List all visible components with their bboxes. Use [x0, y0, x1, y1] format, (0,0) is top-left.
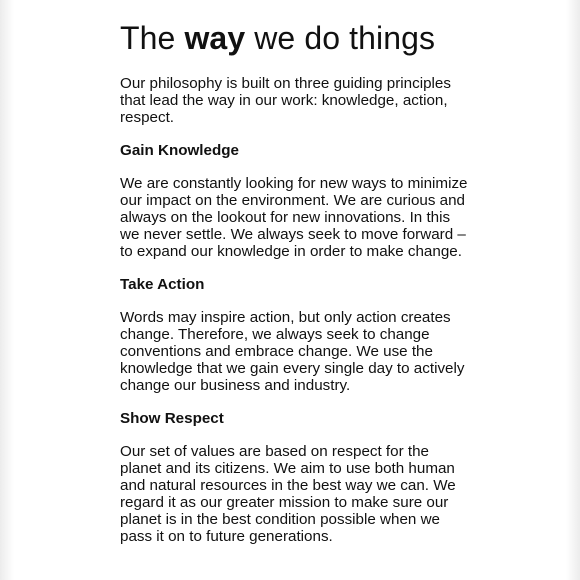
intro-paragraph: Our philosophy is built on three guiding principles that lead the way in our work: knowledge, action, respect. — [120, 75, 451, 126]
title-suffix: we do things — [245, 20, 436, 56]
section-heading: Show Respect — [120, 410, 224, 427]
section-take-action — [120, 276, 470, 394]
section-body: Our set of values are based on respect for the planet and its citizens. We aim to use both human and natural resources in the best way we can. We regard it as our greater mission to make sure our planet is in the best condition possible when we pass it on to future generations. — [120, 443, 456, 545]
title-prefix: The — [120, 20, 185, 56]
section-body: We are constantly looking for new ways to minimize our impact on the environment. We are curious and always on the lookout for new innovations. In this we never settle. We always seek to move forward – to expand our knowledge in order to make change. — [120, 175, 468, 260]
page-edge-shadow-left — [0, 0, 14, 580]
title-emphasis: way — [184, 20, 246, 56]
page-edge-shadow-right — [566, 0, 580, 580]
page-title — [120, 18, 470, 58]
section-heading: Take Action — [120, 276, 205, 293]
section-show-respect — [120, 410, 470, 545]
document-page — [120, 18, 470, 545]
section-gain-knowledge — [120, 142, 470, 260]
section-body: Words may inspire action, but only action creates change. Therefore, we always seek to change conventions and embrace change. We use the knowledge that we gain every single day to actively change our business and industry. — [120, 309, 465, 394]
section-heading: Gain Knowledge — [120, 142, 239, 159]
